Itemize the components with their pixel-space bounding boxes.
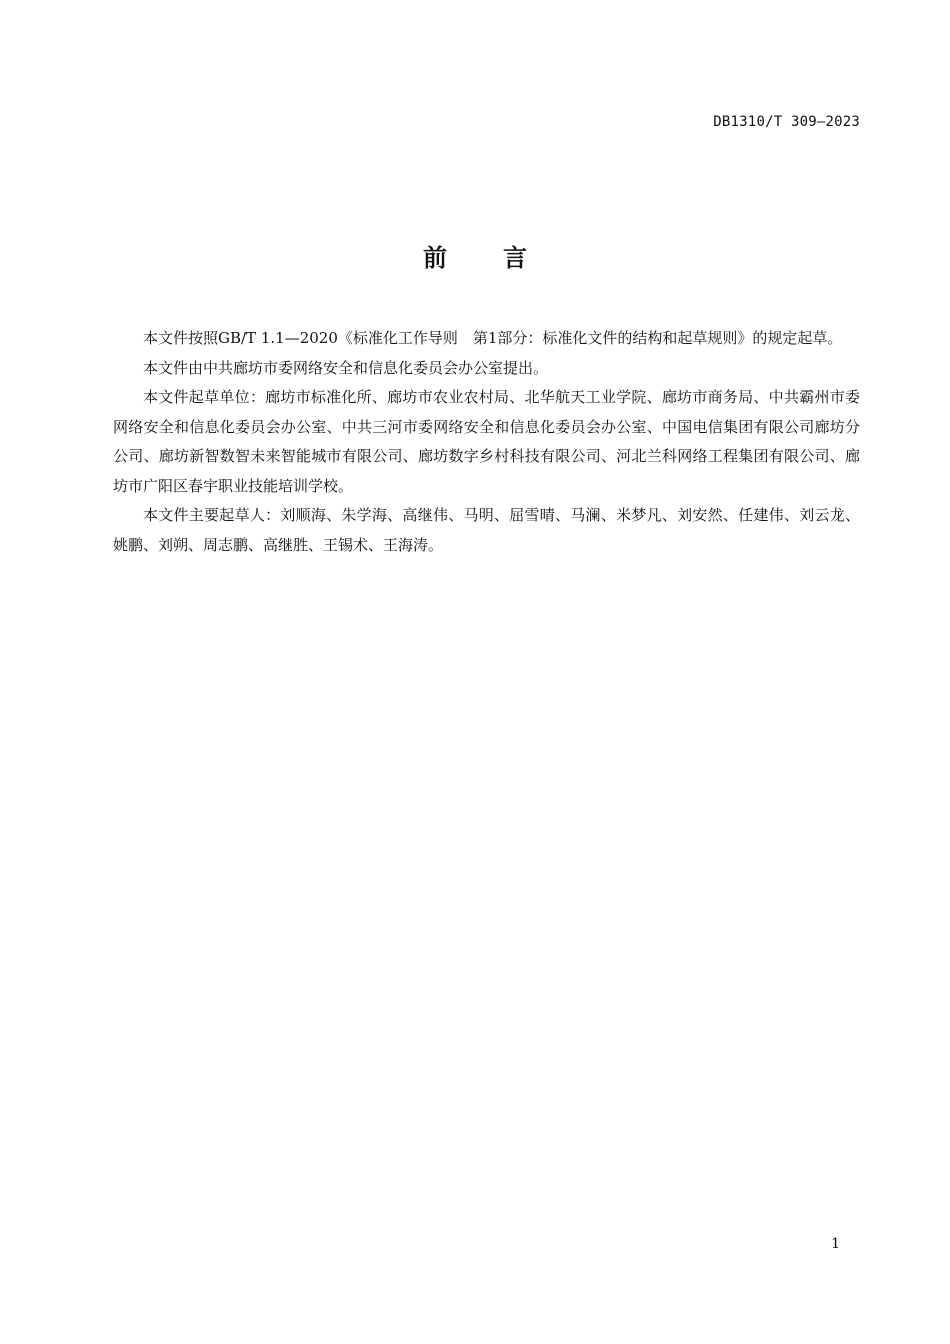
paragraph-drafting-units: 本文件起草单位：廊坊市标准化所、廊坊市农业农村局、北华航天工业学院、廊坊市商务局、中共霸州市委网络安全和信息化委员会办公室、中共三河市委网络安全和信息化委员会办公室、中国电信集团有限公司廊坊分公司、廊坊新智数智未来智能城市有限公司、廊坊数字乡村科技有限公司、河北兰科网络工程集团有限公司、廊坊市广阳区春宇职业技能培训学校。	[113, 388, 860, 495]
title-char-1: 前	[423, 244, 447, 272]
paragraph-proposer: 本文件由中共廊坊市委网络安全和信息化委员会办公室提出。	[143, 358, 549, 377]
document-code: DB1310/T 309—2023	[713, 114, 860, 130]
paragraph-drafting-rules: 本文件按照GB/T 1.1—2020《标准化工作导则 第1部分：标准化文件的结构和起草规则》的规定起草。	[143, 329, 843, 347]
page-title	[0, 238, 950, 273]
preface-body	[113, 324, 860, 560]
paragraph-drafters: 本文件主要起草人：刘顺海、朱学海、高继伟、马明、屈雪晴、马澜、米梦凡、刘安然、任建伟、刘云龙、姚鹏、刘朔、周志鹏、高继胜、王锡术、王海涛。	[113, 506, 860, 554]
page-number: 1	[831, 1236, 840, 1252]
title-char-2: 言	[503, 244, 527, 272]
